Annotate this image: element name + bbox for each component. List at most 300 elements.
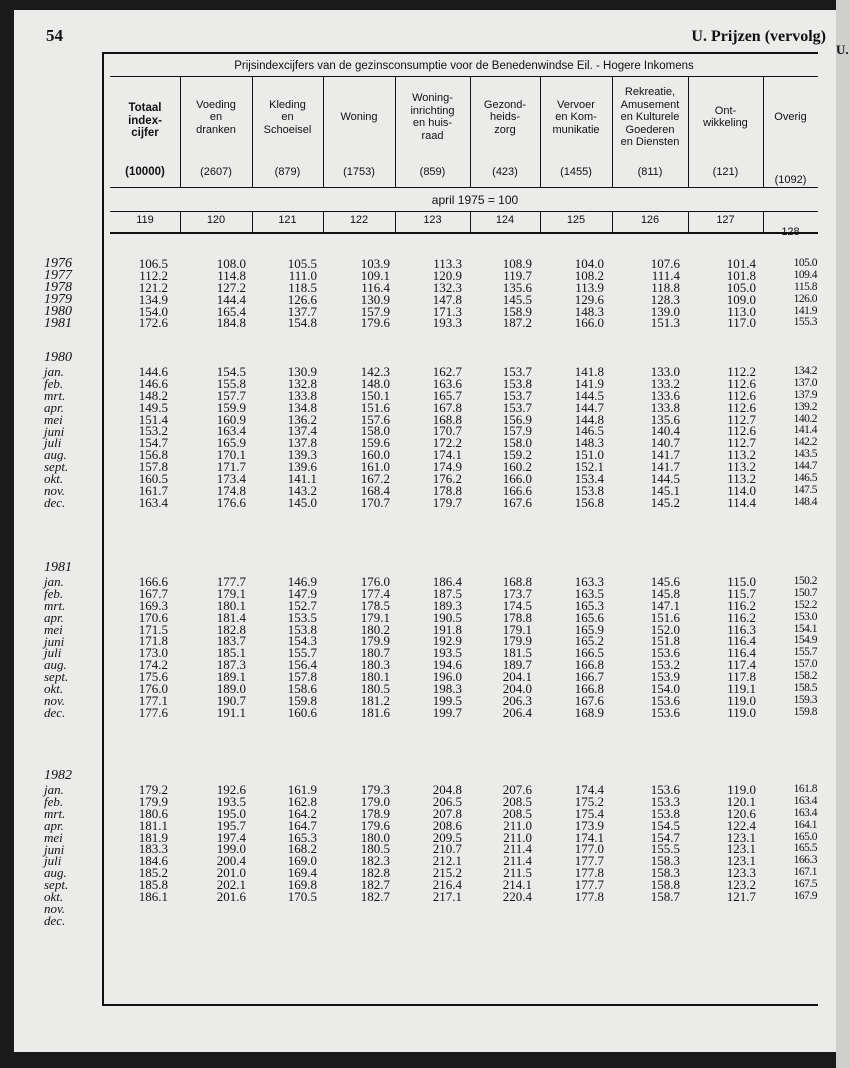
table-cell: 211.0 [503, 829, 532, 845]
table-cell: 179.0 [360, 793, 390, 809]
table-cell: 144.8 [574, 411, 604, 427]
table-cell: 156.8 [138, 447, 168, 463]
table-cell: 163.4 [793, 806, 817, 819]
row-label: dec. [44, 704, 66, 720]
data-column [575, 784, 604, 927]
table-cell: 159.8 [287, 692, 317, 708]
table-cell: 177.8 [574, 865, 604, 881]
table-cell: 167.7 [138, 585, 168, 601]
table-cell: 181.2 [360, 692, 390, 708]
table-cell [361, 903, 390, 915]
table-cell [288, 915, 317, 927]
table-cell: 111.0 [288, 267, 317, 283]
table-cell: 158.7 [650, 889, 680, 905]
row-label: mei [44, 411, 63, 427]
table-cell: 116.4 [727, 633, 756, 649]
row-label: okt. [44, 471, 64, 487]
row-label: juli [44, 645, 62, 661]
table-cell: 166.3 [793, 854, 817, 867]
table-cell: 179.6 [360, 315, 390, 331]
table-cell: 165.5 [793, 842, 817, 855]
table-cell: 169.0 [287, 853, 317, 869]
table-cell: 161.8 [793, 783, 817, 795]
table-cell: 139.2 [793, 400, 817, 413]
table-cell: 206.4 [502, 704, 532, 720]
table-cell: 160.2 [502, 459, 532, 475]
table-cell: 182.8 [360, 865, 390, 881]
table-cell: 151.4 [138, 411, 168, 427]
table-cell: 164.1 [793, 818, 817, 831]
table-cell: 151.8 [650, 633, 680, 649]
table-cell: 175.2 [574, 793, 604, 809]
table-cell: 174.1 [432, 447, 462, 463]
table-cell: 163.4 [216, 423, 246, 439]
row-label: juli [44, 853, 62, 869]
table-cell: 137.7 [287, 303, 317, 319]
table-cell: 117.0 [727, 315, 756, 331]
table-cell: 214.1 [502, 877, 532, 893]
data-column [139, 366, 168, 509]
table-cell: 158.2 [793, 670, 817, 683]
column-code: 120 [206, 214, 226, 226]
table-cell: 193.5 [432, 645, 462, 661]
column-header-label: Vervoer en Kom- munikatie [552, 98, 600, 136]
table-cell [361, 915, 390, 927]
table-cell: 199.5 [432, 692, 462, 708]
table-cell: 148.3 [574, 435, 604, 451]
facing-page-edge [836, 0, 850, 1068]
table-cell: 153.9 [650, 669, 680, 685]
table-cell: 134.9 [138, 291, 168, 307]
code-divider [395, 212, 396, 233]
table-cell: 210.7 [432, 841, 462, 857]
table-cell: 173.0 [138, 645, 168, 661]
row-label: juni [44, 423, 65, 439]
data-column [433, 258, 462, 329]
table-cell: 181.6 [360, 704, 390, 720]
table-cell: 163.5 [574, 585, 604, 601]
table-cell: 182.7 [360, 877, 390, 893]
column-header-label: Woning- inrichting en huis- raad [410, 92, 455, 142]
table-cell: 121.2 [138, 279, 168, 295]
table-cell: 112.2 [727, 364, 756, 379]
table-cell: 145.2 [650, 494, 680, 510]
table-cell: 158.5 [793, 682, 817, 695]
table-cell: 165.6 [574, 609, 604, 625]
table-cell: 180.3 [360, 657, 390, 673]
row-label: okt. [44, 889, 64, 905]
table-cell: 157.8 [138, 459, 168, 475]
table-cell: 168.4 [360, 482, 390, 498]
table-cell: 156.8 [574, 494, 604, 510]
table-cell: 166.8 [574, 681, 604, 697]
data-column [794, 258, 817, 329]
row-label: sept. [44, 459, 69, 475]
table-cell: 179.1 [502, 621, 532, 637]
row-label: feb. [44, 375, 64, 391]
column-weight: (1092) [774, 174, 807, 186]
table-cell: 153.3 [650, 793, 680, 809]
data-column [651, 784, 680, 927]
table-cell: 151.6 [650, 609, 680, 625]
table-cell: 120.9 [432, 267, 462, 283]
row-label: 1980 [44, 303, 72, 319]
table-cell: 182.8 [216, 621, 246, 637]
column-header-label: Woning [340, 111, 378, 123]
table-cell: 174.5 [502, 597, 532, 613]
table-cell: 154.0 [650, 681, 680, 697]
table-cell: 170.6 [138, 609, 168, 625]
table-cell: 152.7 [287, 597, 317, 613]
table-cell: 173.4 [216, 471, 246, 487]
table-cell: 112.6 [727, 423, 756, 439]
code-divider [688, 212, 689, 233]
table-cell: 143.5 [793, 448, 817, 461]
table-cell: 145.1 [650, 482, 680, 498]
row-label: 1981 [44, 315, 72, 331]
row-label: jan. [44, 364, 64, 379]
table-cell: 114.8 [217, 267, 246, 283]
table-cell: 105.5 [287, 256, 317, 271]
table-cell: 118.5 [288, 279, 317, 295]
table-cell: 195.0 [216, 805, 246, 821]
table-cell: 169.4 [287, 865, 317, 881]
table-cell: 141.9 [793, 304, 817, 317]
table-cell: 154.5 [650, 817, 680, 833]
column-weight: (859) [419, 166, 446, 178]
table-cell: 109.0 [726, 291, 756, 307]
table-cell: 134.8 [287, 399, 317, 415]
table-cell: 143.2 [287, 482, 317, 498]
table-cell: 116.2 [727, 609, 756, 625]
table-cell: 151.6 [360, 399, 390, 415]
row-label: feb. [44, 585, 64, 601]
table-cell: 166.0 [574, 315, 604, 331]
table-cell: 127.2 [216, 279, 246, 295]
table-cell: 119.0 [727, 782, 756, 797]
table-cell: 174.4 [574, 782, 604, 797]
code-divider [180, 212, 181, 233]
table-cell: 185.2 [138, 865, 168, 881]
table-cell: 179.1 [216, 585, 246, 601]
block-heading: 1980 [44, 350, 72, 365]
table-cell: 116.2 [727, 597, 756, 613]
table-cell: 177.7 [216, 574, 246, 589]
table-cell: 206.5 [432, 793, 462, 809]
table-cell: 211.4 [503, 853, 532, 869]
table-cell: 153.8 [650, 805, 680, 821]
table-cell: 153.6 [650, 782, 680, 797]
table-cell: 159.3 [793, 693, 817, 706]
table-cell: 135.6 [650, 411, 680, 427]
table-cell: 163.4 [138, 494, 168, 510]
table-cell: 182.7 [360, 889, 390, 905]
table-cell [727, 903, 756, 915]
row-label: mrt. [44, 805, 66, 821]
table-cell: 165.9 [574, 621, 604, 637]
table-cell: 144.7 [793, 460, 817, 473]
table-cell: 134.2 [793, 365, 817, 377]
table-cell: 177.0 [574, 841, 604, 857]
table-cell: 108.0 [216, 256, 246, 271]
row-label: 1977 [44, 267, 72, 283]
table-cell: 137.8 [287, 435, 317, 451]
data-column [288, 366, 317, 509]
table-cell: 112.2 [139, 267, 168, 283]
table-cell: 184.8 [216, 315, 246, 331]
table-cell: 180.1 [360, 669, 390, 685]
table-cell: 168.2 [287, 841, 317, 857]
data-column [727, 784, 756, 927]
table-cell: 200.4 [216, 853, 246, 869]
table-cell: 171.7 [216, 459, 246, 475]
table-cell: 179.7 [432, 494, 462, 510]
table-cell: 149.5 [138, 399, 168, 415]
table-cell: 157.9 [502, 423, 532, 439]
data-column [433, 366, 462, 509]
table-cell: 153.8 [287, 621, 317, 637]
table-cell: 154.7 [650, 829, 680, 845]
table-cell: 146.5 [793, 472, 817, 485]
table-cell: 177.7 [574, 877, 604, 893]
table-cell: 129.6 [574, 291, 604, 307]
table-cell: 142.2 [793, 436, 817, 449]
table-cell: 144.5 [574, 387, 604, 403]
table-top-rule [102, 52, 818, 54]
table-cell: 176.0 [138, 681, 168, 697]
column-code: 128 [781, 226, 800, 238]
table-cell: 137.4 [287, 423, 317, 439]
table-cell: 177.7 [574, 853, 604, 869]
table-cell: 166.6 [502, 482, 532, 498]
table-cell: 148.3 [574, 303, 604, 319]
column-weight: (423) [492, 166, 518, 178]
table-cell: 199.0 [216, 841, 246, 857]
table-cell: 119.0 [727, 704, 756, 720]
table-cell [727, 915, 756, 927]
table-cell: 155.5 [650, 841, 680, 857]
table-cell: 207.6 [502, 782, 532, 797]
row-label: nov. [44, 483, 66, 498]
table-cell: 160.6 [287, 704, 317, 720]
row-label: okt. [44, 681, 64, 697]
table-cell: 187.5 [432, 585, 462, 601]
table-cell: 159.2 [502, 447, 532, 463]
table-cell: 179.2 [138, 782, 168, 797]
table-cell: 141.1 [287, 471, 317, 487]
table-cell: 167.9 [793, 890, 817, 903]
table-cell: 177.1 [138, 692, 168, 708]
table-cell: 139.0 [650, 303, 680, 319]
table-cell: 155.7 [793, 646, 817, 659]
table-cell: 146.6 [138, 375, 168, 391]
table-cell: 133.6 [650, 387, 680, 403]
table-cell: 144.7 [574, 399, 604, 415]
table-cell: 207.8 [432, 805, 462, 821]
data-column [794, 576, 817, 719]
row-label: mei [44, 829, 63, 845]
table-cell [217, 903, 246, 915]
table-cell: 136.2 [287, 411, 317, 427]
table-cell: 220.4 [502, 889, 532, 905]
table-cell: 101.4 [726, 256, 756, 271]
data-column [503, 258, 532, 329]
column-code: 127 [716, 214, 735, 226]
table-cell: 171.5 [138, 621, 168, 637]
table-cell: 190.5 [432, 609, 462, 625]
data-column [575, 258, 604, 329]
table-cell: 180.0 [360, 829, 390, 845]
column-weight: (1455) [560, 166, 592, 178]
row-label: 1976 [44, 256, 72, 271]
table-cell: 181.1 [138, 817, 168, 833]
table-cell: 187.2 [502, 315, 532, 331]
block-heading: 1982 [44, 768, 72, 783]
table-cell: 152.2 [793, 598, 817, 611]
table-cell: 178.9 [360, 805, 390, 821]
table-cell [288, 903, 317, 915]
table-cell: 171.3 [432, 303, 462, 319]
table-cell: 157.6 [360, 411, 390, 427]
column-code: 123 [423, 214, 442, 226]
table-cell: 208.6 [432, 817, 462, 833]
table-cell: 158.8 [650, 877, 680, 893]
row-label: dec. [44, 494, 66, 510]
table-cell: 178.5 [360, 597, 390, 613]
table-cell: 157.7 [216, 387, 246, 403]
table-cell: 193.5 [216, 793, 246, 809]
table-cell [217, 915, 246, 927]
table-cell: 183.7 [216, 633, 246, 649]
column-weight: (811) [637, 166, 663, 178]
row-label: mei [44, 621, 63, 637]
table-cell: 155.8 [216, 375, 246, 391]
code-divider [323, 212, 324, 233]
table-cell: 171.8 [138, 633, 168, 649]
table-cell: 176.6 [216, 494, 246, 510]
table-cell: 150.7 [793, 586, 817, 599]
table-cell: 120.1 [726, 793, 756, 809]
table-cell: 177.6 [138, 704, 168, 720]
table-cell: 163.4 [793, 794, 817, 807]
table-bottom-rule [102, 1004, 818, 1006]
table-cell: 141.7 [650, 447, 680, 463]
table-cell: 204.0 [502, 681, 532, 697]
table-cell [503, 915, 532, 927]
table-cell: 153.8 [574, 482, 604, 498]
table-cell: 201.6 [216, 889, 246, 905]
table-cell: 194.6 [432, 657, 462, 673]
table-cell: 168.8 [432, 411, 462, 427]
data-column [288, 784, 317, 927]
row-label: juni [44, 633, 65, 649]
table-cell: 153.6 [650, 704, 680, 720]
table-cell: 215.2 [432, 865, 462, 881]
table-cell: 166.5 [574, 645, 604, 661]
table-cell: 112.7 [727, 435, 756, 451]
code-bottom-rule [110, 232, 818, 234]
table-cell: 173.7 [502, 585, 532, 601]
data-column [503, 784, 532, 927]
table-cell: 166.0 [502, 471, 532, 487]
table-cell: 113.2 [727, 459, 756, 475]
column-header-label: Gezond- heids- zorg [483, 98, 527, 136]
table-cell: 155.7 [287, 645, 317, 661]
running-title: U. Prijzen (vervolg) [691, 28, 826, 45]
data-column [361, 576, 390, 719]
table-cell: 189.3 [432, 597, 462, 613]
table-cell: 139.6 [287, 459, 317, 475]
table-cell: 112.6 [727, 399, 756, 415]
table-cell: 180.2 [360, 621, 390, 637]
table-cell: 162.7 [432, 364, 462, 379]
table-cell [503, 903, 532, 915]
table-cell: 160.9 [216, 411, 246, 427]
table-cell: 115.8 [794, 280, 817, 293]
super-header-rule [110, 76, 818, 77]
table-cell: 167.2 [360, 471, 390, 487]
table-cell: 175.6 [138, 669, 168, 685]
table-cell: 170.7 [432, 423, 462, 439]
table-cell: 168.9 [574, 704, 604, 720]
data-column [361, 258, 390, 329]
table-cell: 158.6 [287, 681, 317, 697]
code-divider [540, 212, 541, 233]
table-cell: 141.8 [574, 364, 604, 379]
table-cell [651, 915, 680, 927]
table-cell: 160.5 [138, 471, 168, 487]
table-cell: 181.5 [502, 645, 532, 661]
table-cell: 180.5 [360, 681, 390, 697]
table-cell: 113.2 [727, 471, 756, 487]
table-cell: 153.4 [574, 471, 604, 487]
table-cell: 157.8 [287, 669, 317, 685]
column-weight: (121) [712, 166, 739, 178]
table-cell: 112.6 [727, 387, 756, 403]
table-cell: 120.6 [726, 805, 756, 821]
table-cell: 159.8 [793, 705, 817, 718]
table-cell: 163.6 [432, 375, 462, 391]
table-cell: 177.4 [360, 585, 390, 601]
table-cell: 123.2 [726, 877, 756, 893]
table-cell: 202.1 [216, 877, 246, 893]
data-column [217, 784, 246, 927]
table-cell: 168.8 [502, 574, 532, 589]
data-column [361, 366, 390, 509]
table-cell: 123.1 [726, 853, 756, 869]
table-cell: 176.0 [360, 574, 390, 589]
table-cell: 170.7 [360, 494, 390, 510]
block-heading: 1981 [44, 560, 72, 575]
data-column [575, 366, 604, 509]
table-cell: 164.7 [287, 817, 317, 833]
table-cell: 145.8 [650, 585, 680, 601]
table-cell: 132.3 [432, 279, 462, 295]
table-cell [575, 915, 604, 927]
column-weight: (2607) [200, 166, 232, 178]
table-cell: 170.1 [216, 447, 246, 463]
table-cell: 192.6 [216, 782, 246, 797]
row-label: juni [44, 841, 65, 857]
table-cell [794, 915, 817, 927]
table-cell: 180.6 [138, 805, 168, 821]
code-divider [252, 212, 253, 233]
table-cell: 115.0 [727, 574, 756, 589]
data-column [433, 784, 462, 927]
table-cell: 177.8 [574, 889, 604, 905]
row-label: sept. [44, 669, 69, 685]
row-label: aug. [44, 657, 67, 673]
